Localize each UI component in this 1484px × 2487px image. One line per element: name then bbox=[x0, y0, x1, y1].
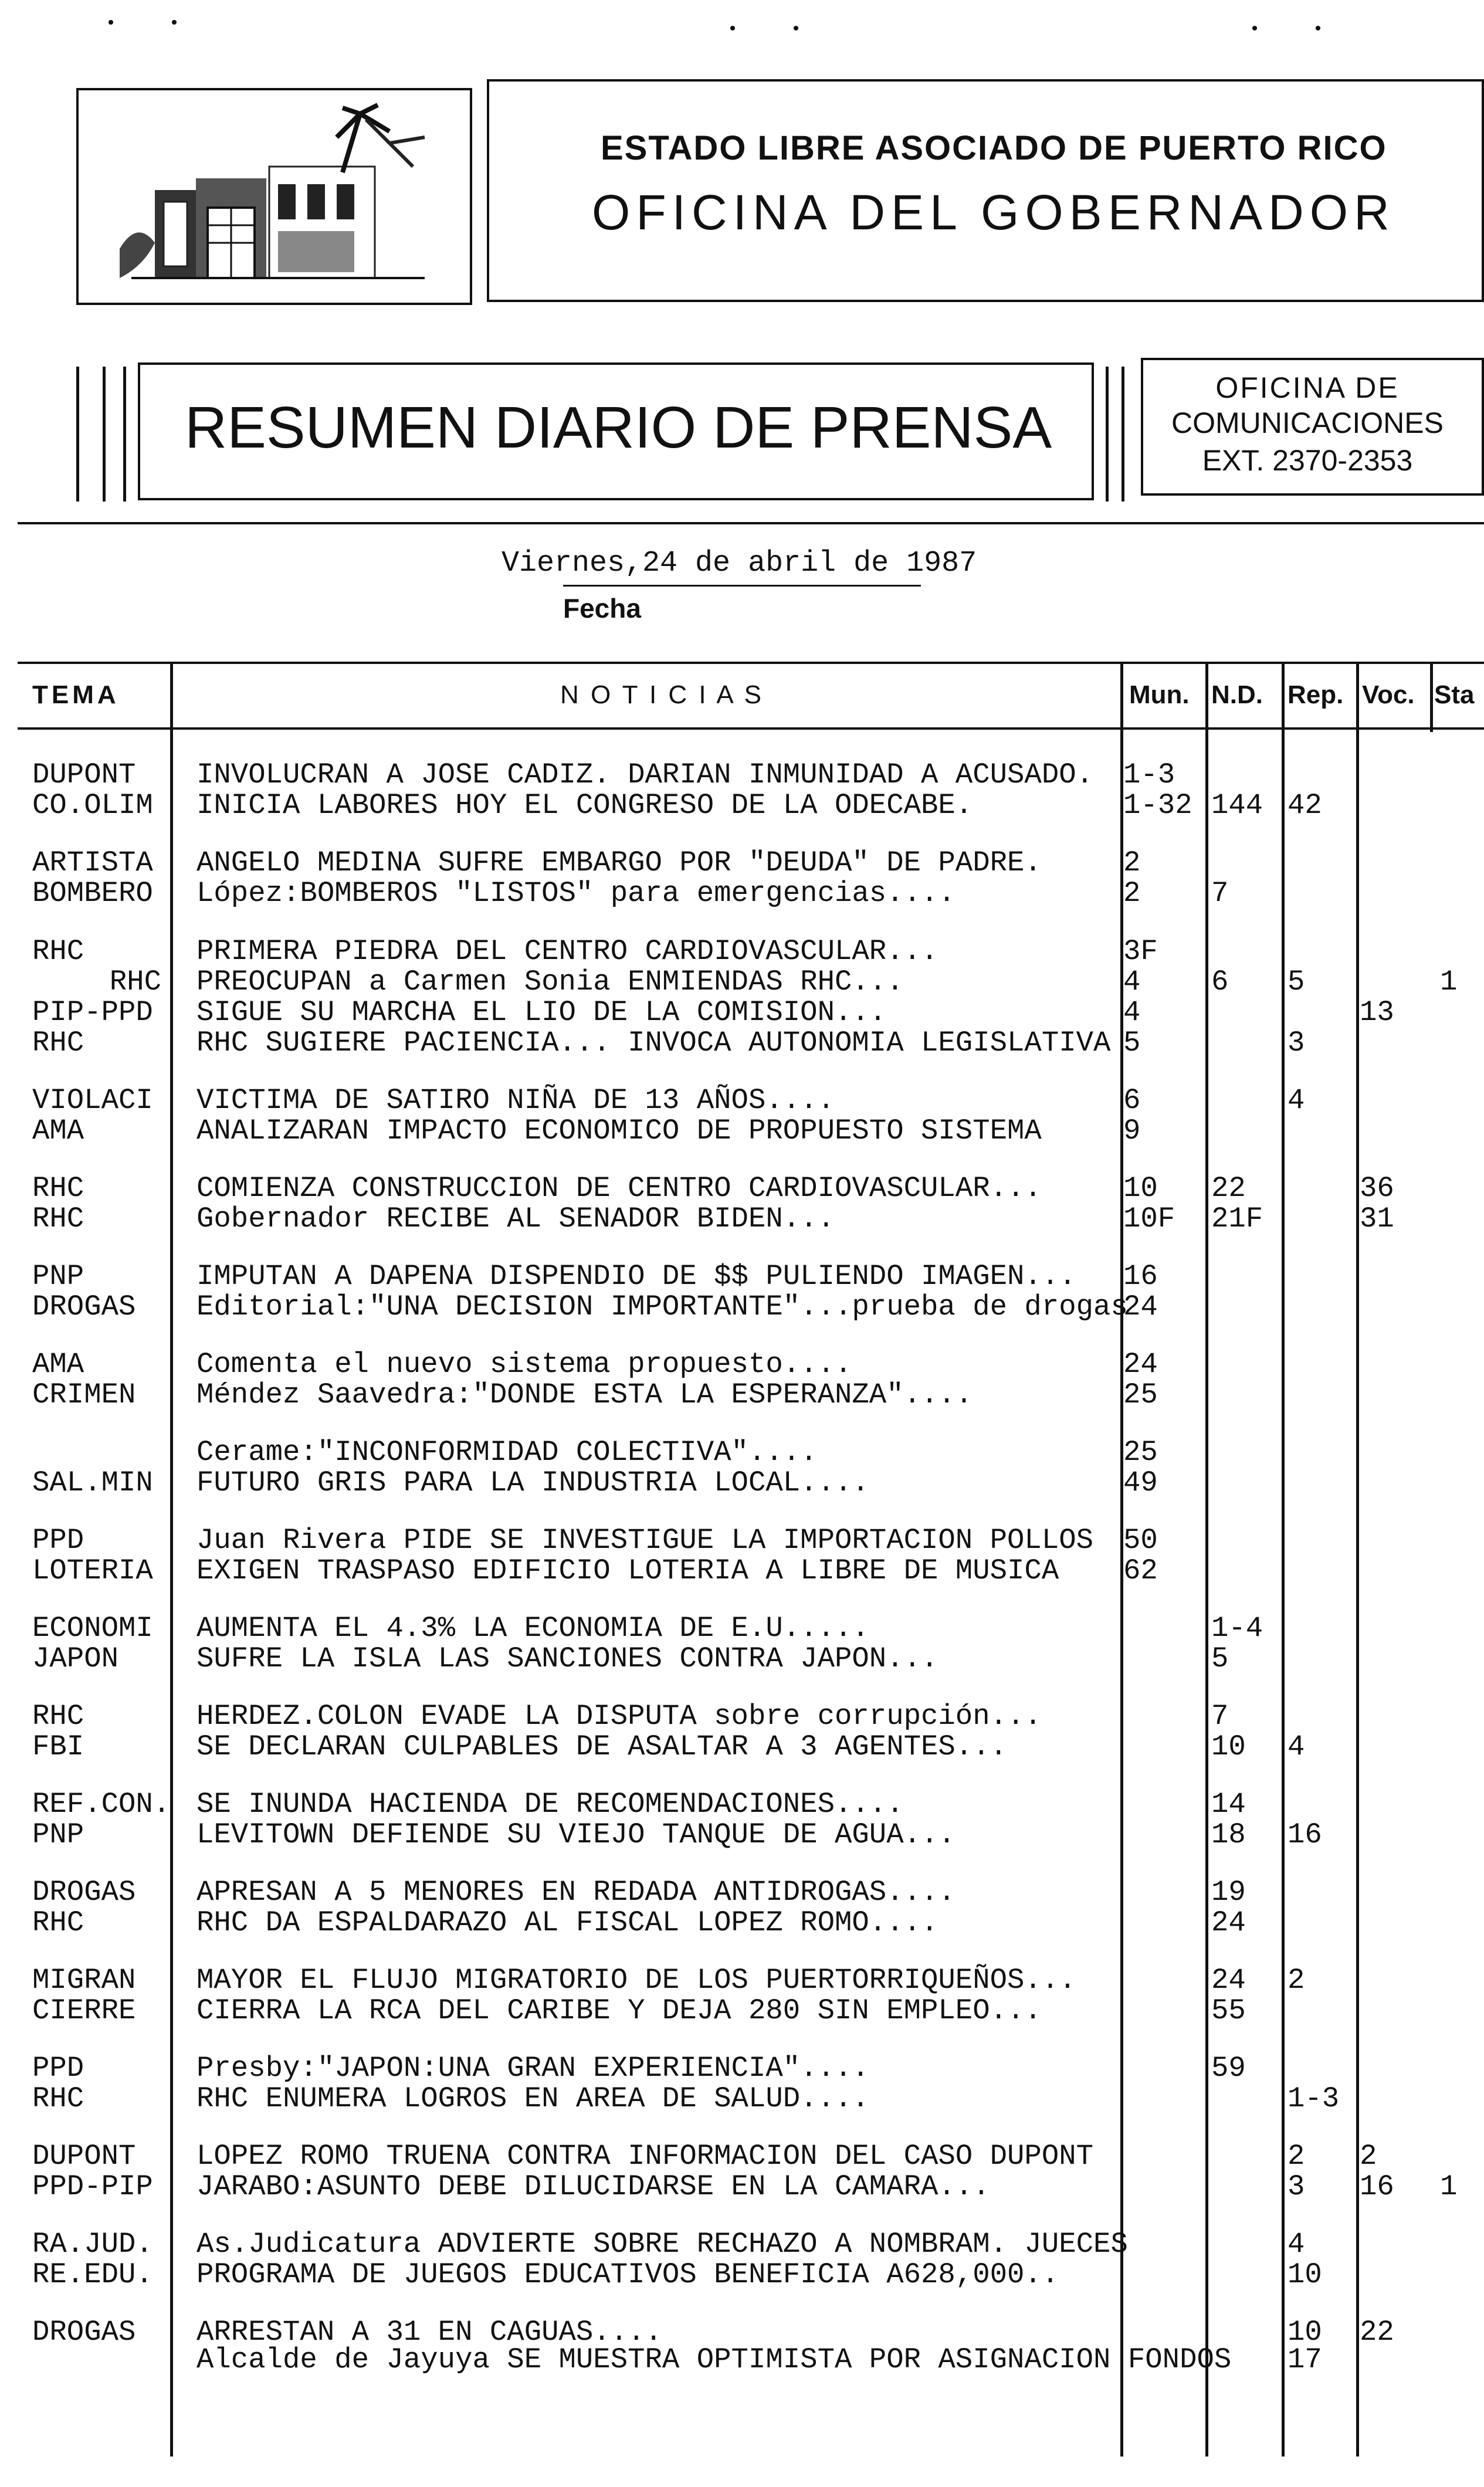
table-row bbox=[0, 1525, 1484, 1556]
table-row bbox=[0, 1965, 1484, 1995]
row-rep-page: 2 bbox=[1288, 2140, 1305, 2173]
row-headline: SIGUE SU MARCHA EL LIO DE LA COMISION... bbox=[196, 996, 887, 1029]
row-tema: DUPONT bbox=[32, 2140, 136, 2173]
row-mun-page: 3F bbox=[1123, 935, 1158, 968]
row-headline: LOPEZ ROMO TRUENA CONTRA INFORMACION DEL CASO DUPONT bbox=[196, 2140, 1094, 2173]
table-row bbox=[0, 1995, 1484, 2026]
top-marks: • • bbox=[1249, 20, 1324, 40]
row-nd-page: 55 bbox=[1211, 1994, 1246, 2027]
table-top-line bbox=[18, 662, 1484, 664]
row-headline: Alcalde de Jayuya SE MUESTRA OPTIMISTA POR ASIGNACION FONDOS bbox=[196, 2343, 1232, 2376]
table-row bbox=[0, 2083, 1484, 2114]
table-row bbox=[0, 1556, 1484, 1586]
agency-name: ESTADO LIBRE ASOCIADO DE PUERTO RICO bbox=[601, 129, 1387, 167]
row-rep-page: 3 bbox=[1288, 1026, 1305, 1059]
row-headline: INVOLUCRAN A JOSE CADIZ. DARIAN INMUNIDAD A ACUSADO. bbox=[196, 758, 1094, 791]
table-row bbox=[0, 848, 1484, 878]
row-mun-page: 5 bbox=[1123, 1026, 1141, 1059]
row-headline: Gobernador RECIBE AL SENADOR BIDEN... bbox=[196, 1202, 835, 1235]
row-headline: FUTURO GRIS PARA LA INDUSTRIA LOCAL.... bbox=[196, 1466, 869, 1499]
row-rep-page: 2 bbox=[1288, 1964, 1305, 1997]
row-mun-page: 16 bbox=[1123, 1260, 1158, 1293]
table-row bbox=[0, 2053, 1484, 2083]
top-marks: • • bbox=[727, 20, 802, 40]
row-headline: IMPUTAN A DAPENA DISPENDIO DE $$ PULIENDO IMAGEN... bbox=[196, 1260, 1076, 1293]
header-voc: Voc. bbox=[1362, 680, 1415, 709]
row-nd-page: 24 bbox=[1211, 1906, 1246, 1939]
table-row bbox=[0, 1028, 1484, 1058]
row-rep-page: 10 bbox=[1288, 2258, 1322, 2291]
row-mun-page: 4 bbox=[1123, 965, 1141, 998]
row-nd-page: 7 bbox=[1211, 877, 1229, 910]
header-mun: Mun. bbox=[1129, 680, 1190, 709]
row-headline: PREOCUPAN a Carmen Sonia ENMIENDAS RHC... bbox=[196, 965, 904, 998]
row-tema: CIERRE bbox=[32, 1994, 136, 2027]
table-row bbox=[0, 790, 1484, 821]
row-voc-page: 31 bbox=[1360, 1202, 1394, 1235]
row-tema: SAL.MIN bbox=[32, 1466, 153, 1499]
banner-bar bbox=[103, 367, 106, 502]
table-row bbox=[0, 1173, 1484, 1204]
table-row bbox=[0, 1613, 1484, 1644]
row-tema: JAPON bbox=[32, 1642, 119, 1675]
publication-title: RESUMEN DIARIO DE PRENSA bbox=[185, 395, 1052, 460]
row-headline: Editorial:"UNA DECISION IMPORTANTE"...prueba de drogas bbox=[196, 1290, 1128, 1323]
row-headline: APRESAN A 5 MENORES EN REDADA ANTIDROGAS.... bbox=[196, 1876, 956, 1909]
row-headline: Presby:"JAPON:UNA GRAN EXPERIENCIA".... bbox=[196, 2052, 869, 2085]
row-voc-page: 36 bbox=[1360, 1172, 1394, 1205]
row-tema: DUPONT bbox=[32, 758, 136, 791]
table-row bbox=[0, 1644, 1484, 1674]
row-nd-page: 5 bbox=[1211, 1642, 1229, 1675]
table-row bbox=[0, 1819, 1484, 1850]
row-headline: RHC SUGIERE PACIENCIA... INVOCA AUTONOMIA LEGISLATIVA bbox=[196, 1026, 1111, 1059]
row-rep-page: 4 bbox=[1288, 2228, 1305, 2261]
row-tema: ARTISTA bbox=[32, 846, 153, 879]
table-row bbox=[0, 936, 1484, 967]
communications-box bbox=[1141, 358, 1484, 496]
row-headline: MAYOR EL FLUJO MIGRATORIO DE LOS PUERTORRIQUEÑOS... bbox=[196, 1964, 1076, 1997]
table-row bbox=[0, 2259, 1484, 2290]
top-marks: • • bbox=[106, 14, 180, 34]
row-rep-page: 16 bbox=[1288, 1818, 1322, 1851]
row-tema: MIGRAN bbox=[32, 1964, 136, 1997]
row-headline: AUMENTA EL 4.3% LA ECONOMIA DE E.U..... bbox=[196, 1612, 869, 1645]
row-mun-page: 10 bbox=[1123, 1172, 1158, 1205]
row-mun-page: 6 bbox=[1123, 1084, 1141, 1117]
row-tema: PPD-PIP bbox=[32, 2170, 153, 2203]
table-row bbox=[0, 1877, 1484, 1907]
row-headline: SE INUNDA HACIENDA DE RECOMENDACIONES.... bbox=[196, 1788, 904, 1821]
row-nd-page: 21F bbox=[1211, 1202, 1263, 1235]
table-row bbox=[0, 1349, 1484, 1380]
row-tema: PIP-PPD bbox=[32, 996, 153, 1029]
date-underline bbox=[563, 585, 921, 587]
row-rep-page: 4 bbox=[1288, 1730, 1305, 1763]
row-headline: RHC ENUMERA LOGROS EN AREA DE SALUD.... bbox=[196, 2082, 869, 2115]
table-row bbox=[0, 2141, 1484, 2171]
row-headline: ARRESTAN A 31 EN CAGUAS.... bbox=[196, 2316, 662, 2349]
table-row bbox=[0, 2229, 1484, 2259]
row-rep-page: 42 bbox=[1288, 789, 1322, 822]
table-row bbox=[0, 1468, 1484, 1498]
row-tema: VIOLACI bbox=[32, 1084, 153, 1117]
row-tema: LOTERIA bbox=[32, 1554, 153, 1587]
row-headline: JARABO:ASUNTO DEBE DILUCIDARSE EN LA CAMARA... bbox=[196, 2170, 990, 2203]
comms-line1: OFICINA DE bbox=[1215, 371, 1400, 404]
row-tema: BOMBERO bbox=[32, 877, 153, 910]
banner-bar bbox=[1122, 367, 1124, 502]
row-star-page: 1 bbox=[1440, 965, 1458, 998]
table-row bbox=[0, 1085, 1484, 1116]
row-tema: PNP bbox=[32, 1260, 84, 1293]
row-headline: As.Judicatura ADVIERTE SOBRE RECHAZO A NOMBRAM. JUECES bbox=[196, 2228, 1128, 2261]
row-tema: RHC bbox=[32, 935, 84, 968]
table-row bbox=[0, 1437, 1484, 1468]
row-mun-page: 4 bbox=[1123, 996, 1141, 1029]
row-tema: AMA bbox=[32, 1114, 84, 1147]
row-tema: RA.JUD. bbox=[32, 2228, 153, 2261]
row-tema: RE.EDU. bbox=[32, 2258, 153, 2291]
table-row bbox=[0, 1701, 1484, 1732]
row-nd-page: 22 bbox=[1211, 1172, 1246, 1205]
row-tema: RHC bbox=[32, 2082, 84, 2115]
table-row bbox=[0, 1292, 1484, 1322]
table-row bbox=[0, 1204, 1484, 1234]
row-headline: HERDEZ.COLON EVADE LA DISPUTA sobre corrupción... bbox=[196, 1700, 1042, 1733]
row-headline: ANALIZARAN IMPACTO ECONOMICO DE PROPUESTO SISTEMA bbox=[196, 1114, 1042, 1147]
row-tema: FBI bbox=[32, 1730, 84, 1763]
comms-line2: COMUNICACIONES bbox=[1171, 406, 1444, 439]
row-nd-page: 59 bbox=[1211, 2052, 1246, 2085]
column-divider bbox=[1430, 662, 1433, 732]
row-voc-page: 13 bbox=[1360, 996, 1394, 1029]
row-tema: DROGAS bbox=[32, 1290, 136, 1323]
row-mun-page: 24 bbox=[1123, 1348, 1158, 1381]
row-tema: RHC bbox=[32, 1906, 84, 1939]
row-tema: RHC bbox=[32, 1202, 84, 1235]
row-rep-page: 3 bbox=[1288, 2170, 1305, 2203]
row-rep-page: 1-3 bbox=[1288, 2082, 1340, 2115]
office-name: OFICINA DEL GOBERNADOR bbox=[592, 185, 1395, 240]
table-row bbox=[0, 2171, 1484, 2202]
row-tema: RHC bbox=[32, 1700, 84, 1733]
date-label: Fecha bbox=[563, 593, 641, 624]
row-nd-page: 24 bbox=[1211, 1964, 1246, 1997]
comms-ext: EXT. 2370-2353 bbox=[1202, 444, 1413, 477]
row-mun-page: 2 bbox=[1123, 877, 1141, 910]
row-tema: RHC bbox=[109, 965, 161, 998]
row-mun-page: 25 bbox=[1123, 1436, 1158, 1469]
table-row bbox=[0, 878, 1484, 909]
row-tema: RHC bbox=[32, 1026, 84, 1059]
table-row bbox=[0, 1907, 1484, 1938]
row-mun-page: 10F bbox=[1123, 1202, 1175, 1235]
table-row bbox=[0, 997, 1484, 1028]
row-tema: AMA bbox=[32, 1348, 84, 1381]
row-headline: Juan Rivera PIDE SE INVESTIGUE LA IMPORTACION POLLOS bbox=[196, 1524, 1094, 1557]
row-nd-page: 7 bbox=[1211, 1700, 1229, 1733]
row-rep-page: 10 bbox=[1288, 2316, 1322, 2349]
row-nd-page: 18 bbox=[1211, 1818, 1246, 1851]
row-rep-page: 5 bbox=[1288, 965, 1305, 998]
row-tema: PNP bbox=[32, 1818, 84, 1851]
fortaleza-building-image bbox=[120, 102, 436, 290]
table-row bbox=[0, 1732, 1484, 1762]
row-mun-page: 62 bbox=[1123, 1554, 1158, 1587]
row-tema: RHC bbox=[32, 1172, 84, 1205]
row-nd-page: 1-4 bbox=[1211, 1612, 1263, 1645]
row-headline: LEVITOWN DEFIENDE SU VIEJO TANQUE DE AGUA... bbox=[196, 1818, 956, 1851]
row-mun-page: 49 bbox=[1123, 1466, 1158, 1499]
row-mun-page: 25 bbox=[1123, 1378, 1158, 1411]
row-voc-page: 2 bbox=[1360, 2140, 1377, 2173]
row-nd-page: 14 bbox=[1211, 1788, 1246, 1821]
row-voc-page: 16 bbox=[1360, 2170, 1394, 2203]
row-tema: REF.CON. bbox=[32, 1788, 171, 1821]
row-mun-page: 9 bbox=[1123, 1114, 1141, 1147]
logo-box bbox=[76, 88, 472, 305]
row-headline: SUFRE LA ISLA LAS SANCIONES CONTRA JAPON... bbox=[196, 1642, 938, 1675]
table-row bbox=[0, 967, 1484, 997]
row-nd-page: 144 bbox=[1211, 789, 1263, 822]
row-nd-page: 6 bbox=[1211, 965, 1229, 998]
header-noticias: N O T I C I A S bbox=[560, 680, 764, 709]
row-headline: INICIA LABORES HOY EL CONGRESO DE LA ODECABE. bbox=[196, 789, 973, 822]
row-mun-page: 1-3 bbox=[1123, 758, 1175, 791]
row-headline: COMIENZA CONSTRUCCION DE CENTRO CARDIOVASCULAR... bbox=[196, 1172, 1042, 1205]
table-row bbox=[0, 1116, 1484, 1146]
header-nd: N.D. bbox=[1211, 680, 1263, 709]
banner-bar bbox=[1106, 367, 1109, 502]
row-headline: VICTIMA DE SATIRO NIÑA DE 13 AÑOS.... bbox=[196, 1084, 835, 1117]
row-mun-page: 2 bbox=[1123, 846, 1141, 879]
row-mun-page: 1-32 bbox=[1123, 789, 1192, 822]
row-headline: Comenta el nuevo sistema propuesto.... bbox=[196, 1348, 852, 1381]
table-row bbox=[0, 1380, 1484, 1410]
row-tema: PPD bbox=[32, 2052, 84, 2085]
row-tema: ECONOMI bbox=[32, 1612, 153, 1645]
row-tema: CO.OLIM bbox=[32, 789, 153, 822]
row-tema: DROGAS bbox=[32, 1876, 136, 1909]
row-rep-page: 17 bbox=[1288, 2343, 1322, 2376]
row-tema: PPD bbox=[32, 1524, 84, 1557]
row-headline: PRIMERA PIEDRA DEL CENTRO CARDIOVASCULAR... bbox=[196, 935, 938, 968]
table-header-line bbox=[18, 727, 1484, 730]
row-tema: CRIMEN bbox=[32, 1378, 136, 1411]
row-tema: DROGAS bbox=[32, 2316, 136, 2349]
row-nd-page: 19 bbox=[1211, 1876, 1246, 1909]
date-value: Viernes,24 de abril de 1987 bbox=[502, 547, 977, 580]
table-row bbox=[0, 1789, 1484, 1819]
title-box bbox=[487, 79, 1484, 302]
table-row bbox=[0, 2344, 1484, 2375]
row-headline: CIERRA LA RCA DEL CARIBE Y DEJA 280 SIN EMPLEO... bbox=[196, 1994, 1042, 2027]
row-headline: ANGELO MEDINA SUFRE EMBARGO POR "DEUDA" DE PADRE. bbox=[196, 846, 1042, 879]
row-headline: RHC DA ESPALDARAZO AL FISCAL LOPEZ ROMO.... bbox=[196, 1906, 938, 1939]
table-row bbox=[0, 760, 1484, 790]
row-headline: SE DECLARAN CULPABLES DE ASALTAR A 3 AGENTES... bbox=[196, 1730, 1008, 1763]
row-nd-page: 10 bbox=[1211, 1730, 1246, 1763]
banner-bar bbox=[123, 367, 126, 502]
row-headline: López:BOMBEROS "LISTOS" para emergencias.... bbox=[196, 877, 956, 910]
row-mun-page: 24 bbox=[1123, 1290, 1158, 1323]
row-mun-page: 50 bbox=[1123, 1524, 1158, 1557]
separator-line bbox=[18, 522, 1484, 524]
row-voc-page: 22 bbox=[1360, 2316, 1394, 2349]
row-rep-page: 4 bbox=[1288, 1084, 1305, 1117]
row-star-page: 1 bbox=[1440, 2170, 1458, 2203]
header-star: Sta bbox=[1434, 680, 1475, 709]
row-headline: PROGRAMA DE JUEGOS EDUCATIVOS BENEFICIA A628,000.. bbox=[196, 2258, 1059, 2291]
row-headline: Cerame:"INCONFORMIDAD COLECTIVA".... bbox=[196, 1436, 818, 1469]
header-rep: Rep. bbox=[1288, 680, 1344, 709]
table-row bbox=[0, 1261, 1484, 1292]
row-headline: Méndez Saavedra:"DONDE ESTA LA ESPERANZA".... bbox=[196, 1378, 973, 1411]
header-tema: TEMA bbox=[32, 680, 120, 709]
banner-bar bbox=[76, 367, 79, 502]
row-headline: EXIGEN TRASPASO EDIFICIO LOTERIA A LIBRE DE MUSICA bbox=[196, 1554, 1059, 1587]
